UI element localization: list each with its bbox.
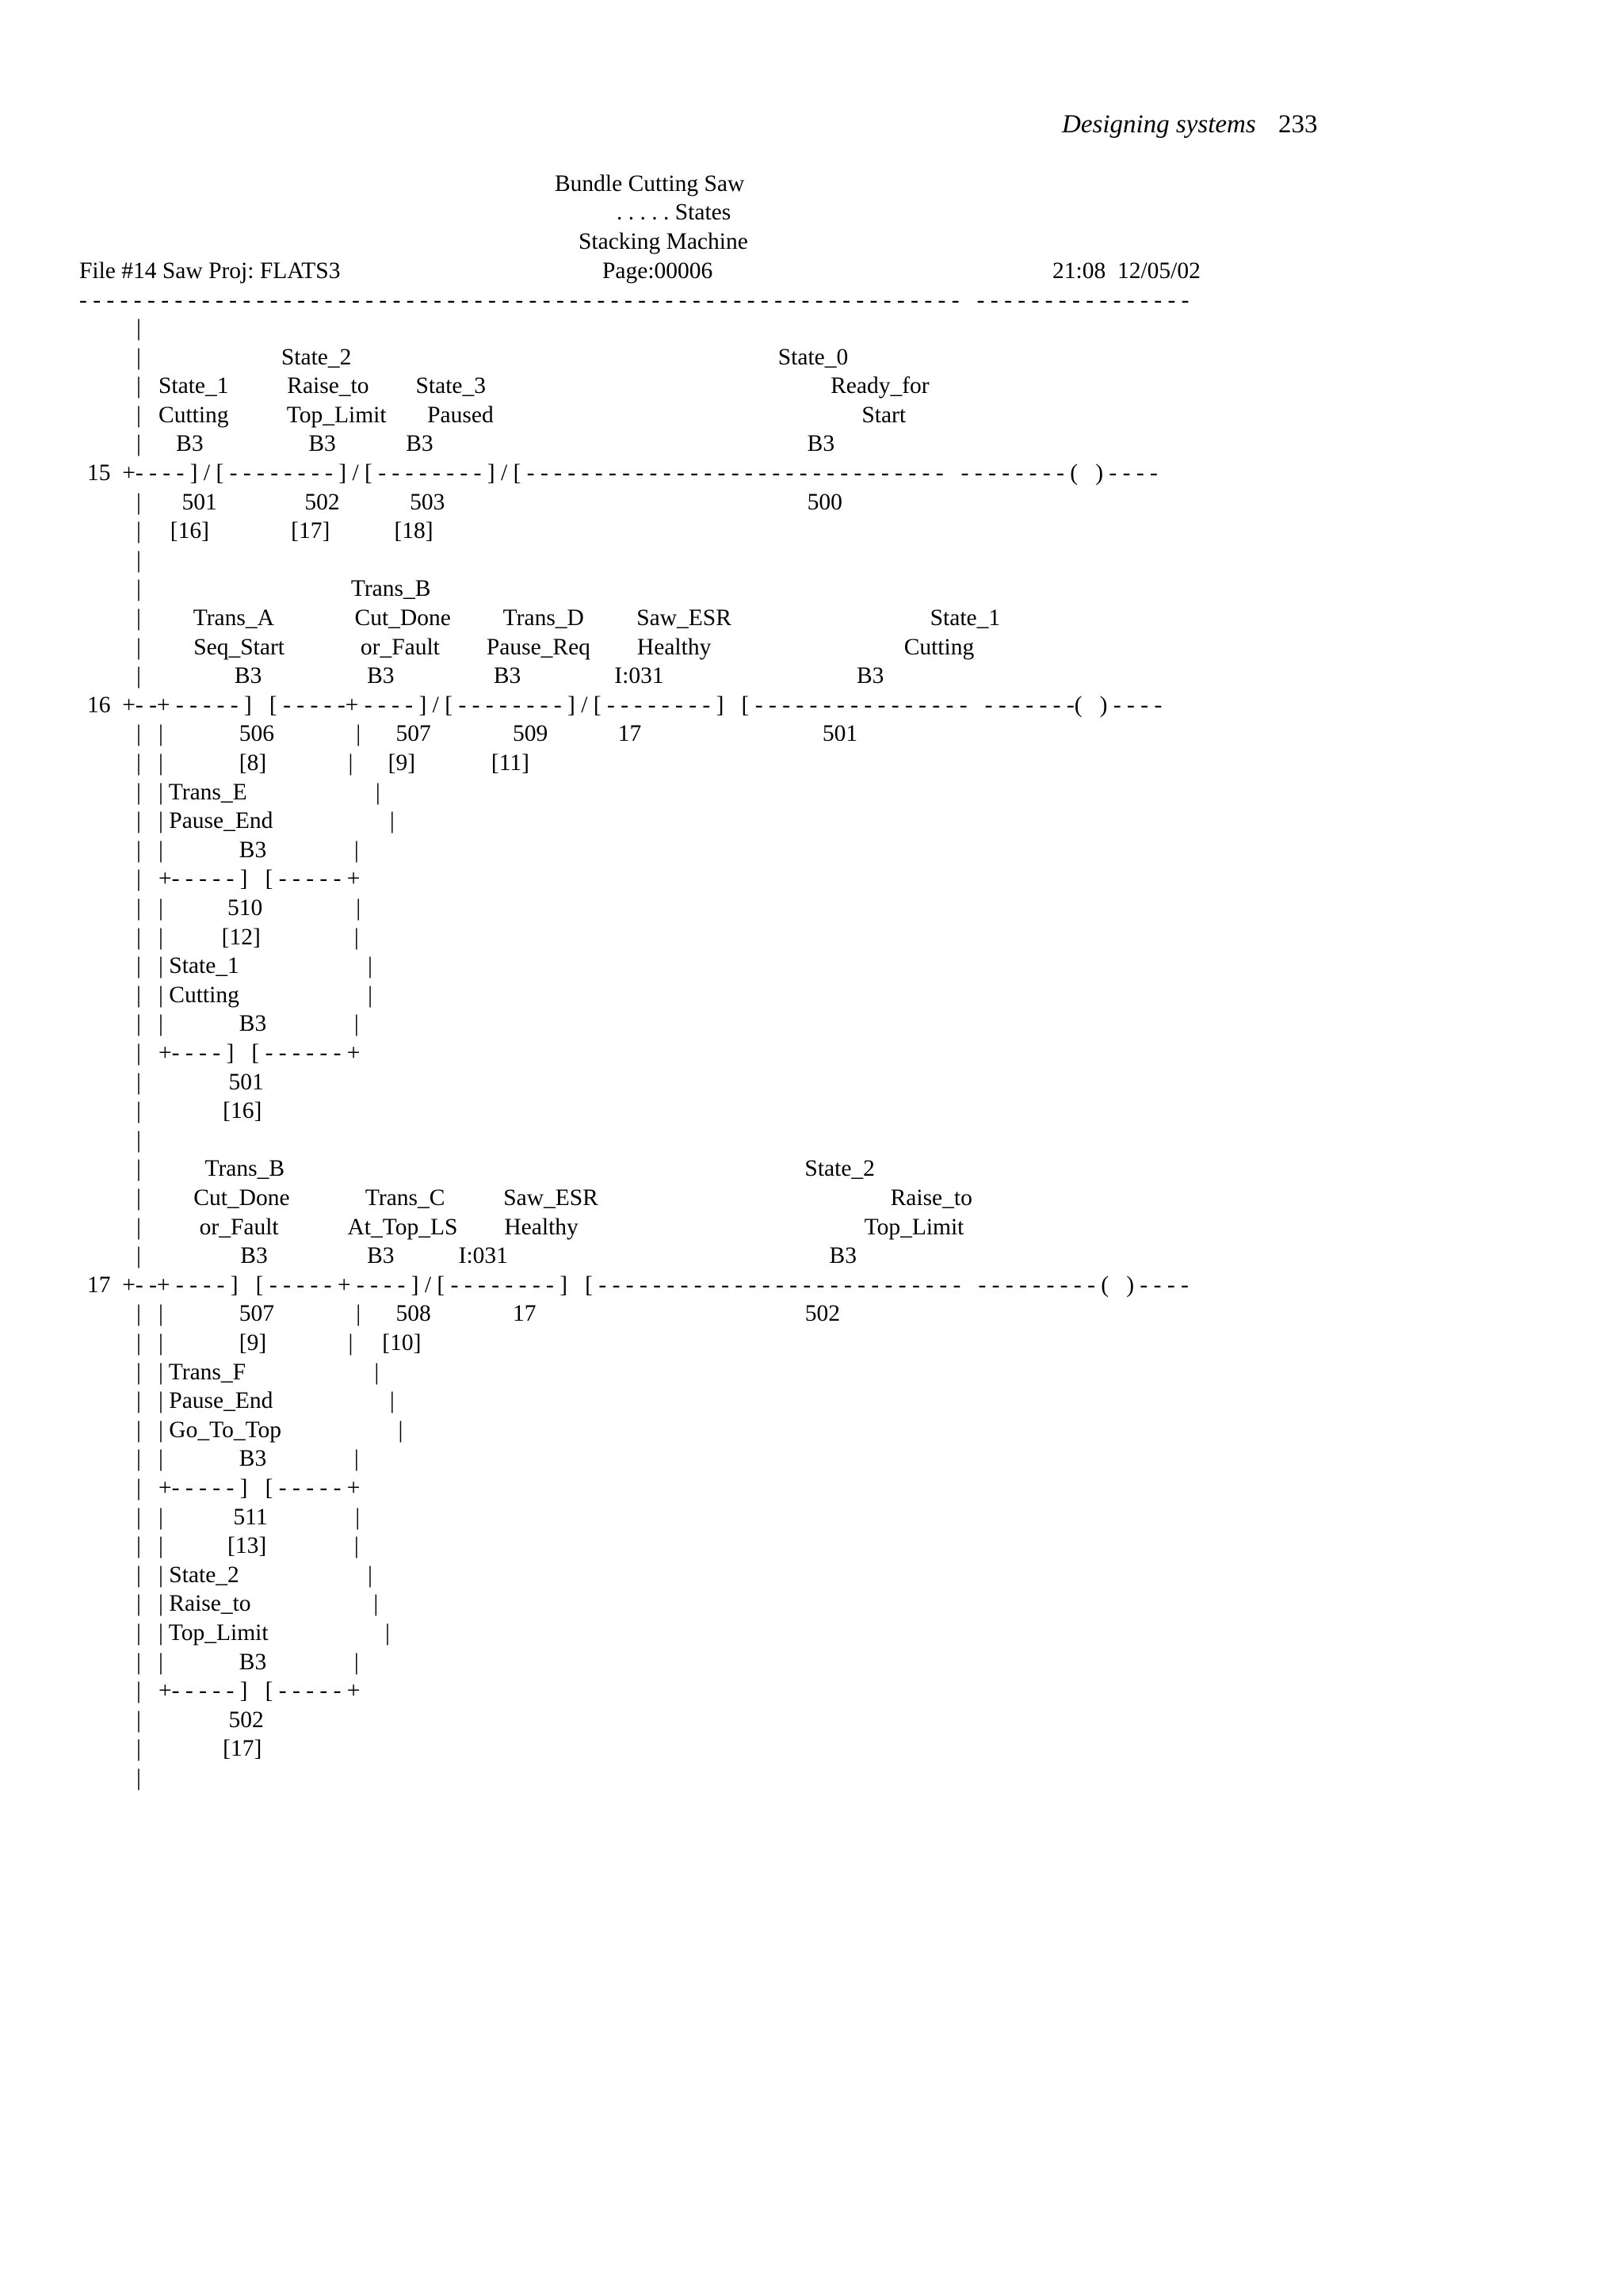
listing-line: | B3 B3 B3 I:031 B3 [136, 663, 884, 689]
listing-line: | | B3 | [136, 837, 359, 863]
listing-line: | +- - - - - ] [ - - - - - + [136, 1475, 361, 1501]
listing-line: 15 +- - - - ] / [ - - - - - - - - ] / [ - - - - - - - - ] / [ - - - - - - - - - - - - - - - - - - - - - - - - - - - - - - - - - - - - - - - ( ) - - - - [87, 460, 1158, 486]
running-header-page-number: 233 [1278, 110, 1318, 139]
listing-line: | | B3 | [136, 1446, 359, 1472]
listing-line: | [17] [136, 1736, 262, 1762]
listing-line: | | 507 | 508 17 502 [136, 1301, 840, 1327]
listing-line: | [16] [17] [18] [136, 518, 433, 544]
listing-line: | Seq_Start or_Fault Pause_Req Healthy Cutting [136, 634, 975, 660]
listing-line: | [16] [136, 1098, 262, 1124]
report-timestamp: 21:08 12/05/02 [1052, 258, 1201, 284]
listing-line: | | Raise_to | [136, 1591, 379, 1617]
listing-line: 16 +- -+ - - - - - ] [ - - - - -+ - - - - ] / [ - - - - - - - - ] / [ - - - - - - - - ] [ - - - - - - - - - - - - - - - - - - - - - - -( ) - - - - [87, 692, 1163, 718]
listing-line: 17 +- -+ - - - - ] [ - - - - - + - - - - ] / [ - - - - - - - - ] [ - - - - - - - - - - - - - - - - - - - - - - - - - - - - - - - - - - - - ( ) - - - - [87, 1272, 1189, 1298]
listing-line: | | Cutting | [136, 982, 372, 1008]
listing-line: | | [13] | [136, 1533, 359, 1559]
listing-line: | Cut_Done Trans_C Saw_ESR Raise_to [136, 1185, 972, 1211]
listing-line: | | Go_To_Top | [136, 1417, 403, 1443]
report-title-line3: Stacking Machine [579, 229, 748, 254]
listing-line: | | Top_Limit | [136, 1620, 390, 1646]
listing-line: | +- - - - ] [ - - - - - - + [136, 1040, 361, 1066]
listing-line: | Trans_B State_2 [136, 1156, 875, 1182]
listing-line: | | Pause_End | [136, 1388, 395, 1414]
listing-line: | B3 B3 I:031 B3 [136, 1243, 857, 1269]
listing-line: | Cutting Top_Limit Paused Start [136, 402, 907, 428]
report-separator: - - - - - - - - - - - - - - - - - - - - - - - - - - - - - - - - - - - - - - - - - - - - - - - - - - - - - - - - - - - - - - - - - - - - - - - - - - - - - - - - - [79, 288, 1190, 313]
listing-line: | | 510 | [136, 895, 361, 921]
listing-line: | | Pause_End | [136, 808, 395, 834]
listing-line: | 501 502 503 500 [136, 489, 842, 515]
listing-line: | | 511 | [136, 1504, 361, 1530]
listing-line: | B3 B3 B3 B3 [136, 431, 835, 457]
listing-line: | | B3 | [136, 1011, 359, 1037]
listing-line: | 501 [136, 1069, 264, 1095]
listing-line: | | State_2 | [136, 1562, 372, 1588]
listing-line: | Trans_B [136, 576, 431, 602]
report-file-info: File #14 Saw Proj: FLATS3 [79, 258, 341, 284]
listing-line: | +- - - - - ] [ - - - - - + [136, 1678, 361, 1704]
listing-line: | [136, 547, 141, 573]
listing-line: | or_Fault At_Top_LS Healthy Top_Limit [136, 1214, 964, 1240]
listing-line: | +- - - - - ] [ - - - - - + [136, 866, 361, 892]
listing-line: | | B3 | [136, 1649, 359, 1675]
listing-line: | | 506 | 507 509 17 501 [136, 721, 858, 747]
listing-line: | State_1 Raise_to State_3 Ready_for [136, 373, 930, 399]
listing-line: | Trans_A Cut_Done Trans_D Saw_ESR State_1 [136, 605, 1001, 631]
listing-line: | | State_1 | [136, 953, 372, 979]
listing-line: | [136, 1765, 141, 1791]
listing-line: | | Trans_E | [136, 779, 380, 805]
listing-line: | | Trans_F | [136, 1359, 380, 1385]
listing-line: | State_2 State_0 [136, 344, 849, 370]
report-title-line1: Bundle Cutting Saw [555, 171, 745, 196]
listing-line: | [136, 1127, 141, 1153]
listing-line: | 502 [136, 1707, 264, 1733]
listing-line: | | [8] | [9] [11] [136, 750, 529, 776]
listing-line: | | [9] | [10] [136, 1330, 422, 1356]
listing-line: | | [12] | [136, 924, 359, 950]
running-header-title: Designing systems [1062, 110, 1256, 139]
report-page-number: Page:00006 [602, 258, 713, 284]
listing-line: | [136, 315, 141, 341]
report-title-line2: . . . . . States [617, 200, 731, 225]
